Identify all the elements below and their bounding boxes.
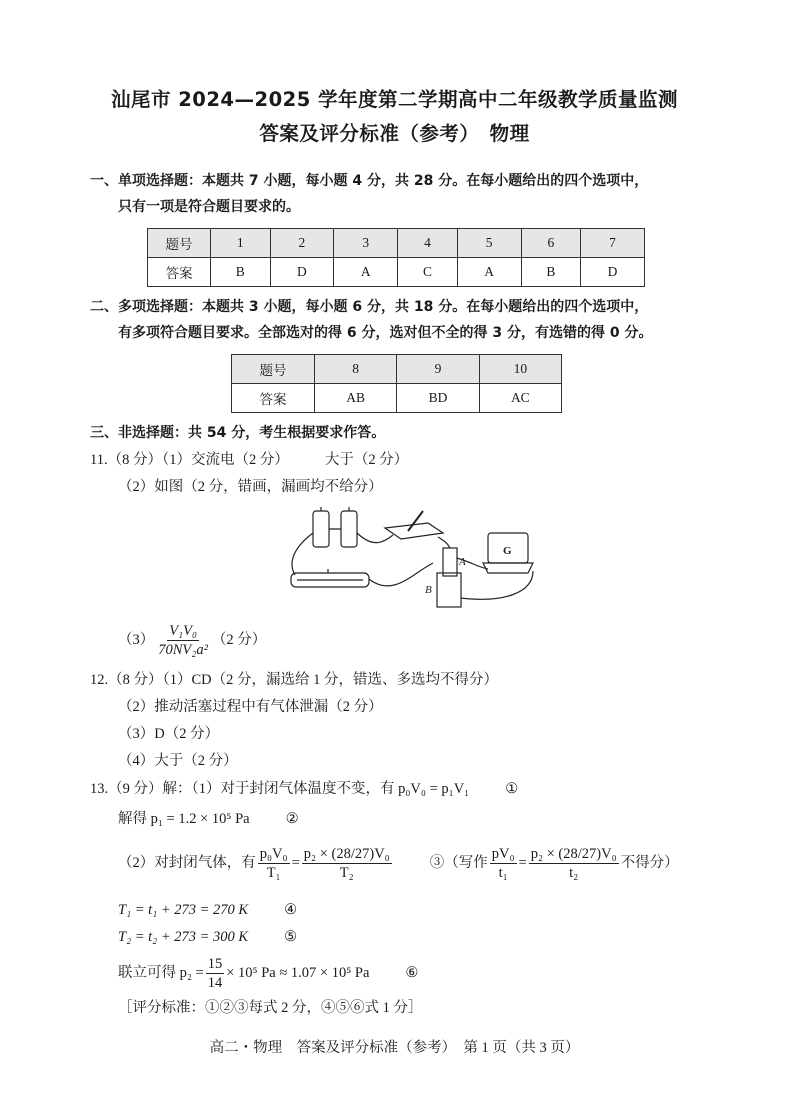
circuit-diagram — [283, 503, 558, 613]
table-header-cell: 答案 — [148, 258, 211, 287]
q13-equation1: 13.（9 分）解：（1）对于封闭气体温度不变，有 p₀V₀ = p₁V₁ — [90, 781, 470, 797]
table-row — [148, 229, 645, 258]
q13-line2 — [118, 809, 299, 829]
table-cell: 1 — [211, 229, 271, 258]
table-cell: A — [334, 258, 398, 287]
section2-answer-table — [231, 354, 562, 413]
fraction-numerator: 15 — [207, 956, 223, 972]
large-coil-icon — [437, 573, 461, 607]
table-cell: AC — [479, 384, 561, 413]
equation-mark: ④ — [284, 902, 298, 918]
q11-fraction — [156, 622, 210, 659]
table-cell: B — [211, 258, 271, 287]
table-cell: 10 — [479, 355, 561, 384]
q13-line3: （2）对封闭气体，有 $\frac{\text{p₀V₀}}{\text{T₁}}$ = $\frac{\text{p₂ × (28/27)V₀}}{\text{T₂}}$ ③（写作 $\frac{\text{pV₀}}{\text{t₁}}$ = $\frac{\text{p₂ × (28/27)V₀}}{\text{t₂}}$ 不得分） — [118, 846, 679, 881]
q11-part3 — [118, 622, 266, 659]
q11-part2: （2）如图（2 分，错画，漏画均不给分） — [118, 479, 383, 495]
table-header-cell: 答案 — [232, 384, 315, 413]
table-cell: 5 — [457, 229, 521, 258]
q12-part3: （3）D（2 分） — [118, 726, 220, 742]
battery-icon — [313, 511, 329, 547]
q12-part4: （4）大于（2 分） — [118, 753, 238, 769]
equation-mark: ② — [285, 811, 299, 827]
equation-fraction — [302, 845, 392, 882]
equation-mark: ⑥ — [405, 964, 419, 981]
fraction-denominator: t₂ — [569, 865, 579, 881]
galvanometer-label: G — [503, 545, 512, 557]
fraction-numerator: pV₀ — [491, 846, 515, 862]
document-title: 汕尾市 2024—2025 学年度第二学期高中二年级教学质量监测 — [110, 88, 679, 111]
switch-icon — [385, 523, 443, 539]
q12-part1: 12.（8 分）（1）CD（2 分，漏选给 1 分，错选、多选均不得分） — [90, 672, 499, 688]
equation-fraction — [258, 845, 290, 882]
q13-result-value: × 10⁵ Pa ≈ 1.07 × 10⁵ Pa — [226, 964, 370, 981]
table-cell: 3 — [334, 229, 398, 258]
q11-part1-text: 11.（8 分）（1）交流电（2 分） — [90, 452, 289, 468]
q12-part2: （2）推动活塞过程中有气体泄漏（2 分） — [118, 699, 383, 715]
fraction-denominator: T₁ — [266, 865, 281, 881]
equation-fraction — [529, 845, 619, 882]
q13-line5 — [118, 927, 297, 947]
equation-fraction — [206, 955, 225, 992]
equation-fraction — [490, 845, 517, 882]
q13-equation2: 解得 p₁ = 1.2 × 10⁵ Pa — [118, 811, 250, 827]
fraction-denominator: 70NV₂a² — [158, 642, 208, 658]
table-cell: 8 — [315, 355, 397, 384]
battery-icon — [341, 511, 357, 547]
q13-part2-text: （2）对封闭气体，有 — [118, 854, 256, 871]
q11-part1-answer: 大于（2 分） — [324, 452, 409, 468]
fraction-numerator: p₂ × (28/27)V₀ — [303, 846, 390, 862]
fraction-denominator: 14 — [207, 975, 223, 991]
q11-part1 — [90, 450, 408, 470]
section2-heading-cont: 有多项符合题目要求。全部选对的得 6 分，选对但不全的得 3 分，有选错的得 0 分。 — [118, 325, 653, 341]
table-header-cell: 题号 — [148, 229, 211, 258]
page-footer: 高二・物理 答案及评分标准（参考） 第 1 页（共 3 页） — [209, 1040, 580, 1056]
q13-line4 — [118, 900, 297, 920]
q13-result-text: 联立可得 p₂ = — [118, 964, 204, 981]
note-text: （写作 — [444, 854, 488, 871]
q13-line1 — [90, 779, 518, 799]
table-cell: AB — [315, 384, 397, 413]
fraction-denominator: t₁ — [498, 865, 508, 881]
section1-answer-table — [147, 228, 645, 287]
table-row — [232, 355, 562, 384]
note-text: 不得分） — [620, 854, 679, 871]
section3-heading: 三、非选择题：共 54 分，考生根据要求作答。 — [90, 425, 386, 441]
document-subtitle: 答案及评分标准（参考） 物理 — [259, 122, 530, 145]
coil-b-label: B — [425, 584, 432, 596]
fraction-denominator: T₂ — [339, 865, 354, 881]
small-coil-icon — [443, 548, 457, 576]
section1-heading-cont: 只有一项是符合题目要求的。 — [118, 199, 300, 215]
table-cell: 6 — [521, 229, 581, 258]
coil-a-label: A — [459, 556, 466, 568]
table-cell: 2 — [270, 229, 334, 258]
table-cell: D — [581, 258, 645, 287]
section1-heading: 一、单项选择题：本题共 7 小题，每小题 4 分，共 28 分。在每小题给出的四个选项中， — [90, 173, 649, 189]
equation-mark: ① — [505, 781, 519, 797]
table-cell: B — [521, 258, 581, 287]
fraction-numerator: p₀V₀ — [259, 846, 288, 862]
table-cell: 7 — [581, 229, 645, 258]
q13-line6 — [118, 955, 418, 992]
fraction-numerator: V₁V₀ — [169, 623, 197, 639]
equation-mark: ⑤ — [284, 929, 298, 945]
equation-mark: ③ — [429, 854, 445, 871]
fraction-numerator: p₂ × (28/27)V₀ — [530, 846, 617, 862]
table-cell: D — [270, 258, 334, 287]
q13-equation5: T₂ = t₂ + 273 = 300 K — [118, 929, 249, 945]
table-cell: C — [398, 258, 458, 287]
table-cell: A — [457, 258, 521, 287]
q11-part3-score: （2 分） — [211, 631, 267, 648]
table-cell: BD — [397, 384, 479, 413]
q11-part3-label: （3） — [118, 631, 155, 648]
table-row — [148, 258, 645, 287]
table-row — [232, 384, 562, 413]
table-header-cell: 题号 — [232, 355, 315, 384]
table-cell: 9 — [397, 355, 479, 384]
q13-scoring: ［评分标准：①②③每式 2 分，④⑤⑥式 1 分］ — [118, 1000, 423, 1016]
table-cell: 4 — [398, 229, 458, 258]
section2-heading: 二、多项选择题：本题共 3 小题，每小题 6 分，共 18 分。在每小题给出的四个选项中， — [90, 299, 649, 315]
q13-equation4: T₁ = t₁ + 273 = 270 K — [118, 902, 249, 918]
